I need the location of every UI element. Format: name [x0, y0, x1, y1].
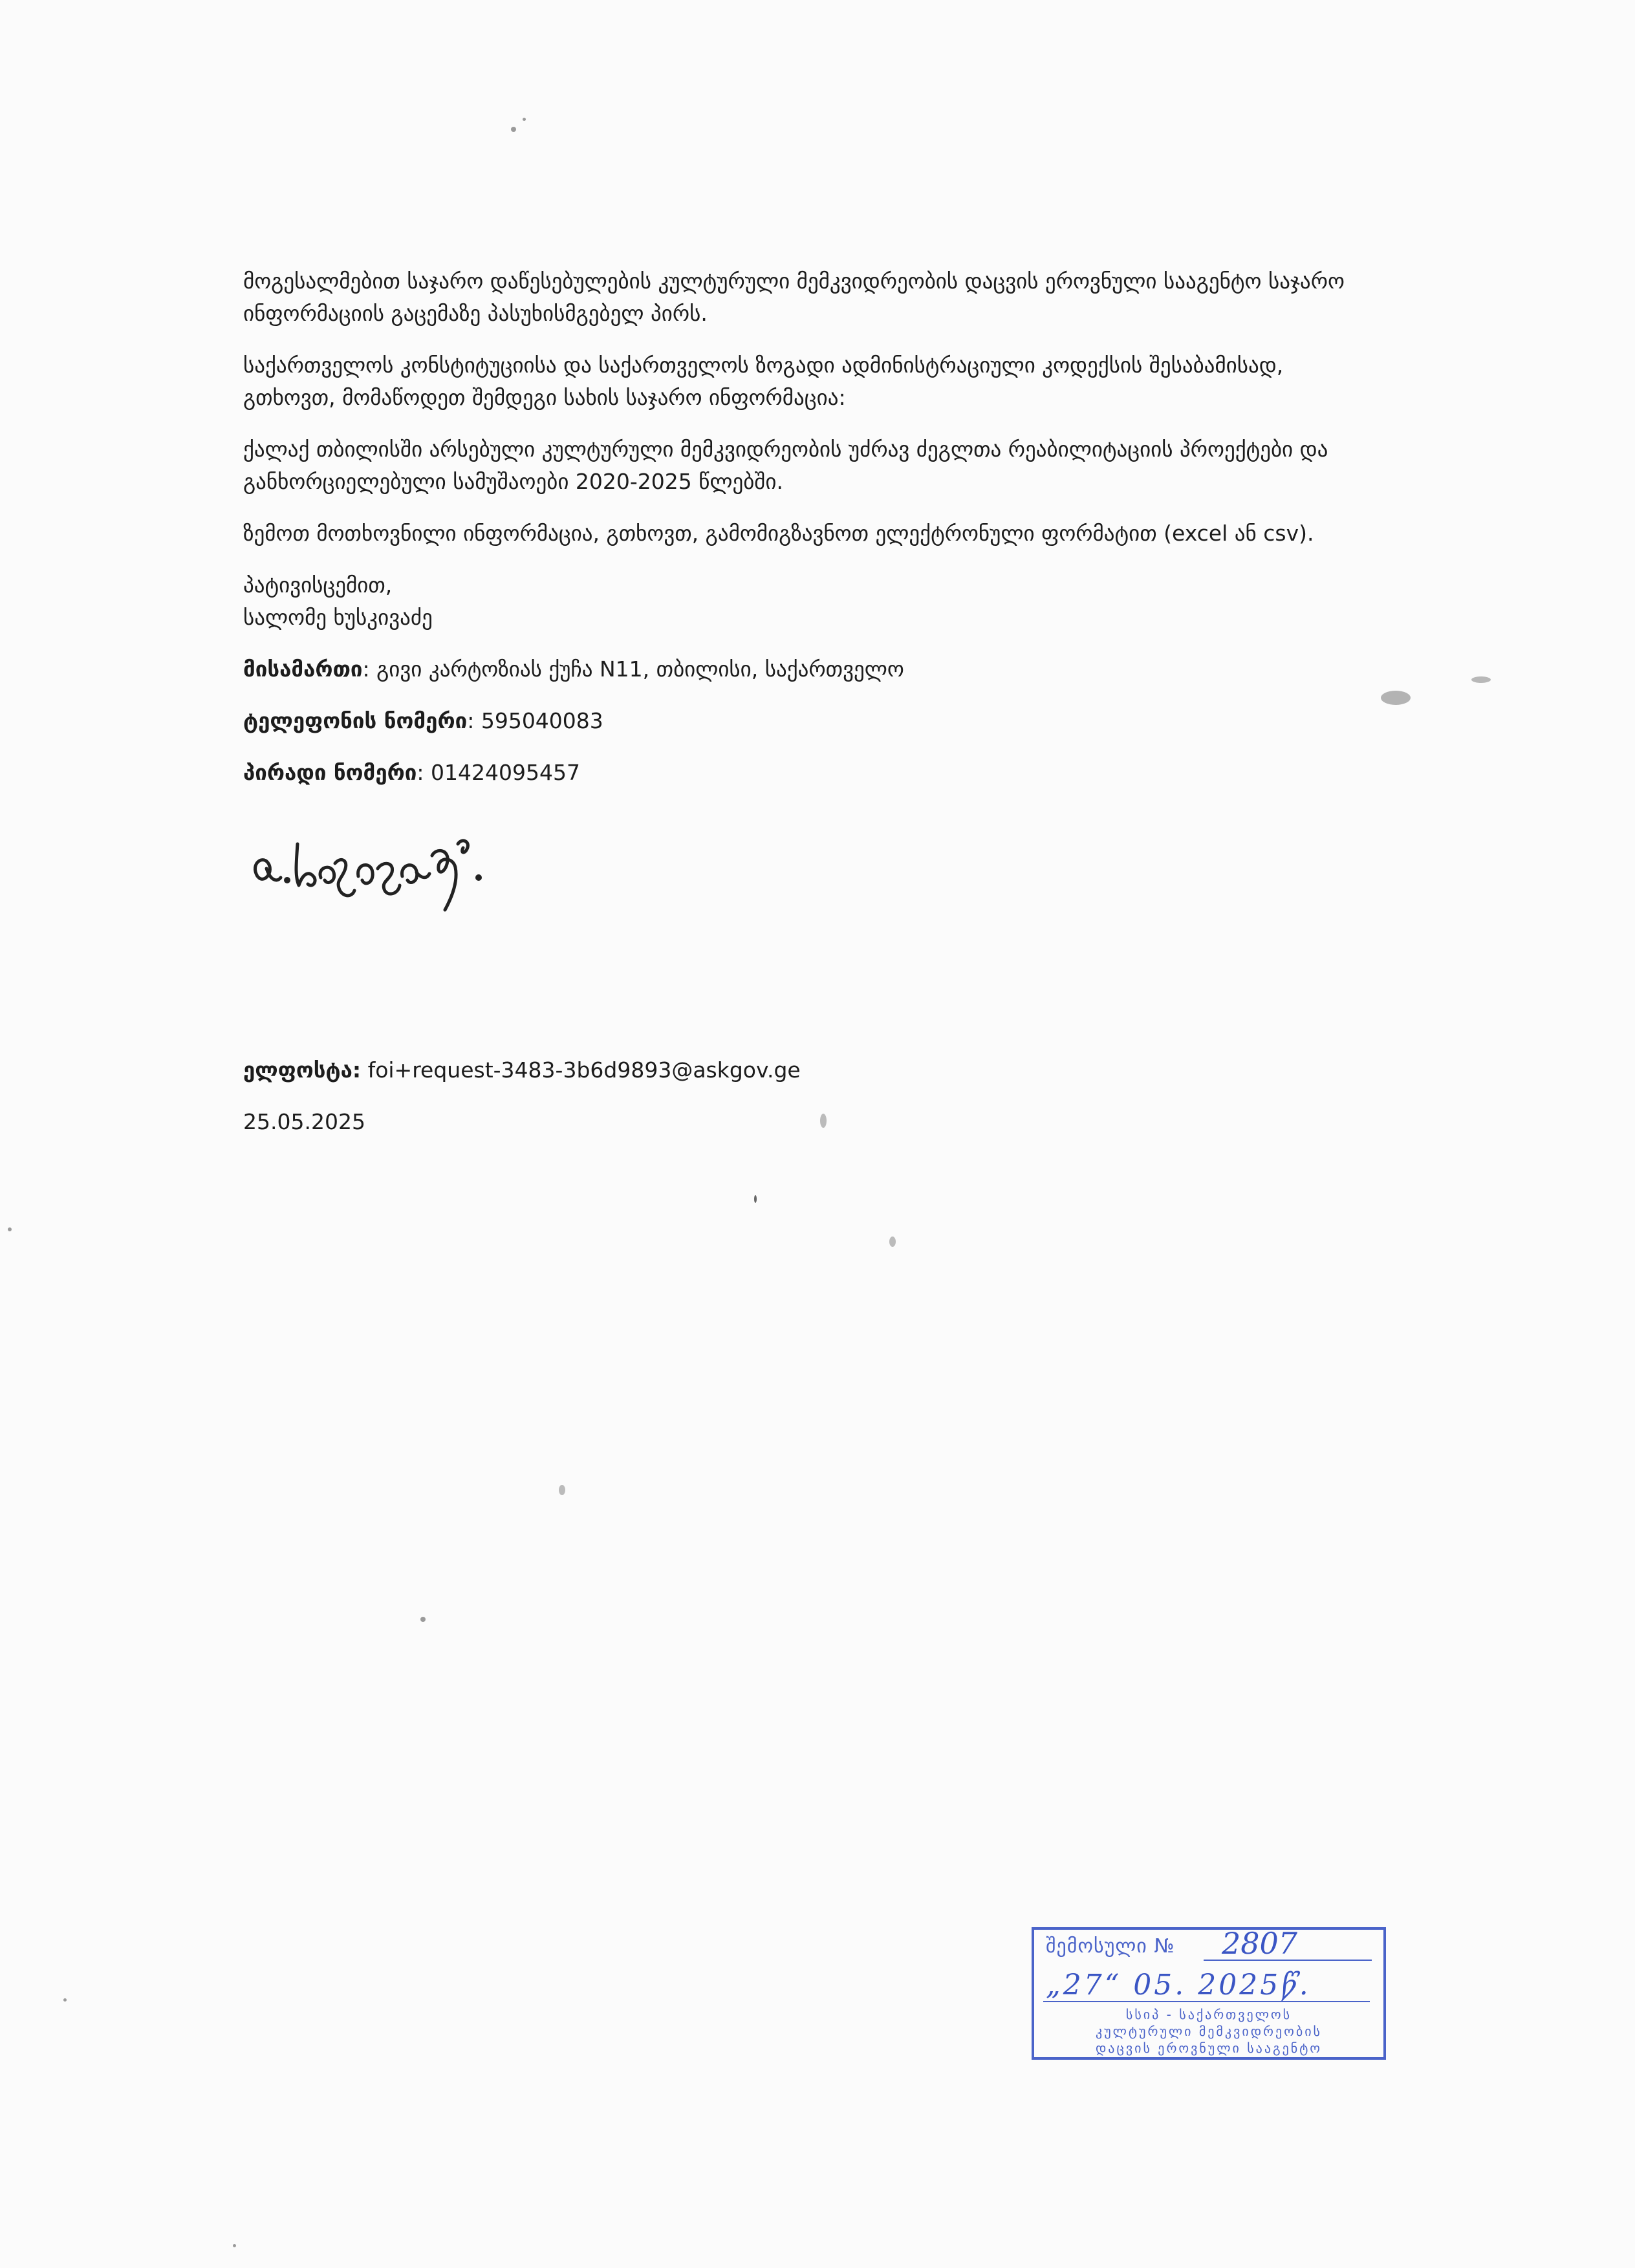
phone-value: : 595040083: [467, 708, 603, 733]
scan-speck: [233, 2244, 236, 2247]
stamp-org-line-1: სსიპ - საქართველოს: [1125, 2007, 1292, 2022]
scan-speck: [523, 118, 526, 121]
greeting-paragraph: [243, 265, 1498, 330]
request-paragraph: [243, 349, 1498, 414]
signature-text: ს.ხუსკივაძე: [244, 818, 248, 819]
subject-paragraph: [243, 433, 1498, 498]
email-label: ელფოსტა:: [243, 1057, 362, 1083]
email-value: foi+request-3483-3b6d9893@askgov.ge: [361, 1057, 801, 1083]
phone-label: ტელეფონის ნომერი: [243, 708, 468, 733]
stamp-number-underline: [1204, 1960, 1372, 1961]
request-line-2: გთხოვთ, მომაწოდეთ შემდეგი სახის საჯარო ინფორმაცია:: [243, 385, 846, 410]
scan-speck: [420, 1617, 426, 1622]
scan-speck: [1381, 691, 1411, 705]
closing-line: პატივისცემით,: [243, 572, 393, 598]
stamp-label: შემოსული №: [1046, 1935, 1175, 1958]
scan-speck: [8, 1227, 12, 1231]
greeting-line-2: ინფორმაციის გაცემაზე პასუხისმგებელ პირს.: [243, 301, 708, 326]
format-line: ზემოთ მოთხოვნილი ინფორმაცია, გთხოვთ, გამომიგზავნოთ ელექტრონული ფორმატით (excel ან csv).: [243, 521, 1314, 546]
scan-speck: [820, 1114, 827, 1128]
subject-line-2: განხორციელებული სამუშაოები 2020-2025 წლებში.: [243, 469, 783, 494]
scan-speck: [511, 127, 516, 132]
sender-name: სალომე ხუსკივაძე: [243, 605, 433, 630]
closing-paragraph: [243, 569, 1498, 634]
registration-stamp: [1032, 1927, 1386, 2060]
greeting-line-1: მოგესალმებით საჯარო დაწესებულების კულტურული მემკვიდრეობის დაცვის ეროვნული სააგენტო საჯარო: [243, 268, 1345, 294]
letter-footer: [243, 1054, 801, 1158]
letter-date: 25.05.2025: [243, 1109, 365, 1134]
phone-field: [243, 705, 1498, 737]
stamp-number: 2807: [1222, 1926, 1298, 1961]
stamp-date-underline: [1043, 2001, 1370, 2002]
address-value: : გივი კარტოზიას ქუჩა N11, თბილისი, საქართველო: [362, 656, 904, 682]
letter-body: [243, 265, 1498, 808]
handwritten-signature: [244, 818, 523, 915]
stamp-date: „27“ 05. 2025წ.: [1046, 1969, 1311, 2002]
scan-speck: [889, 1237, 896, 1247]
stamp-org-line-2: კულტურული მემკვიდრეობის: [1095, 2024, 1322, 2039]
scan-speck: [754, 1195, 757, 1203]
scan-speck: [63, 1998, 67, 2002]
request-line-1: საქართველოს კონსტიტუციისა და საქართველოს ზოგადი ადმინისტრაციული კოდექსის შესაბამისად,: [243, 352, 1284, 378]
stamp-org-line-3: დაცვის ეროვნული სააგენტო: [1095, 2040, 1323, 2056]
address-field: [243, 653, 1498, 686]
subject-line-1: ქალაქ თბილისში არსებული კულტურული მემკვიდრეობის უძრავ ძეგლთა რეაბილიტაციის პროექტები და: [243, 437, 1328, 462]
format-paragraph: [243, 517, 1498, 550]
email-field: [243, 1054, 801, 1086]
personal-id-field: [243, 757, 1498, 789]
personal-id-value: : 01424095457: [417, 760, 580, 785]
scan-speck: [1471, 676, 1491, 683]
personal-id-label: პირადი ნომერი: [243, 760, 417, 785]
address-label: მისამართი: [243, 656, 363, 682]
scan-speck: [559, 1485, 565, 1495]
